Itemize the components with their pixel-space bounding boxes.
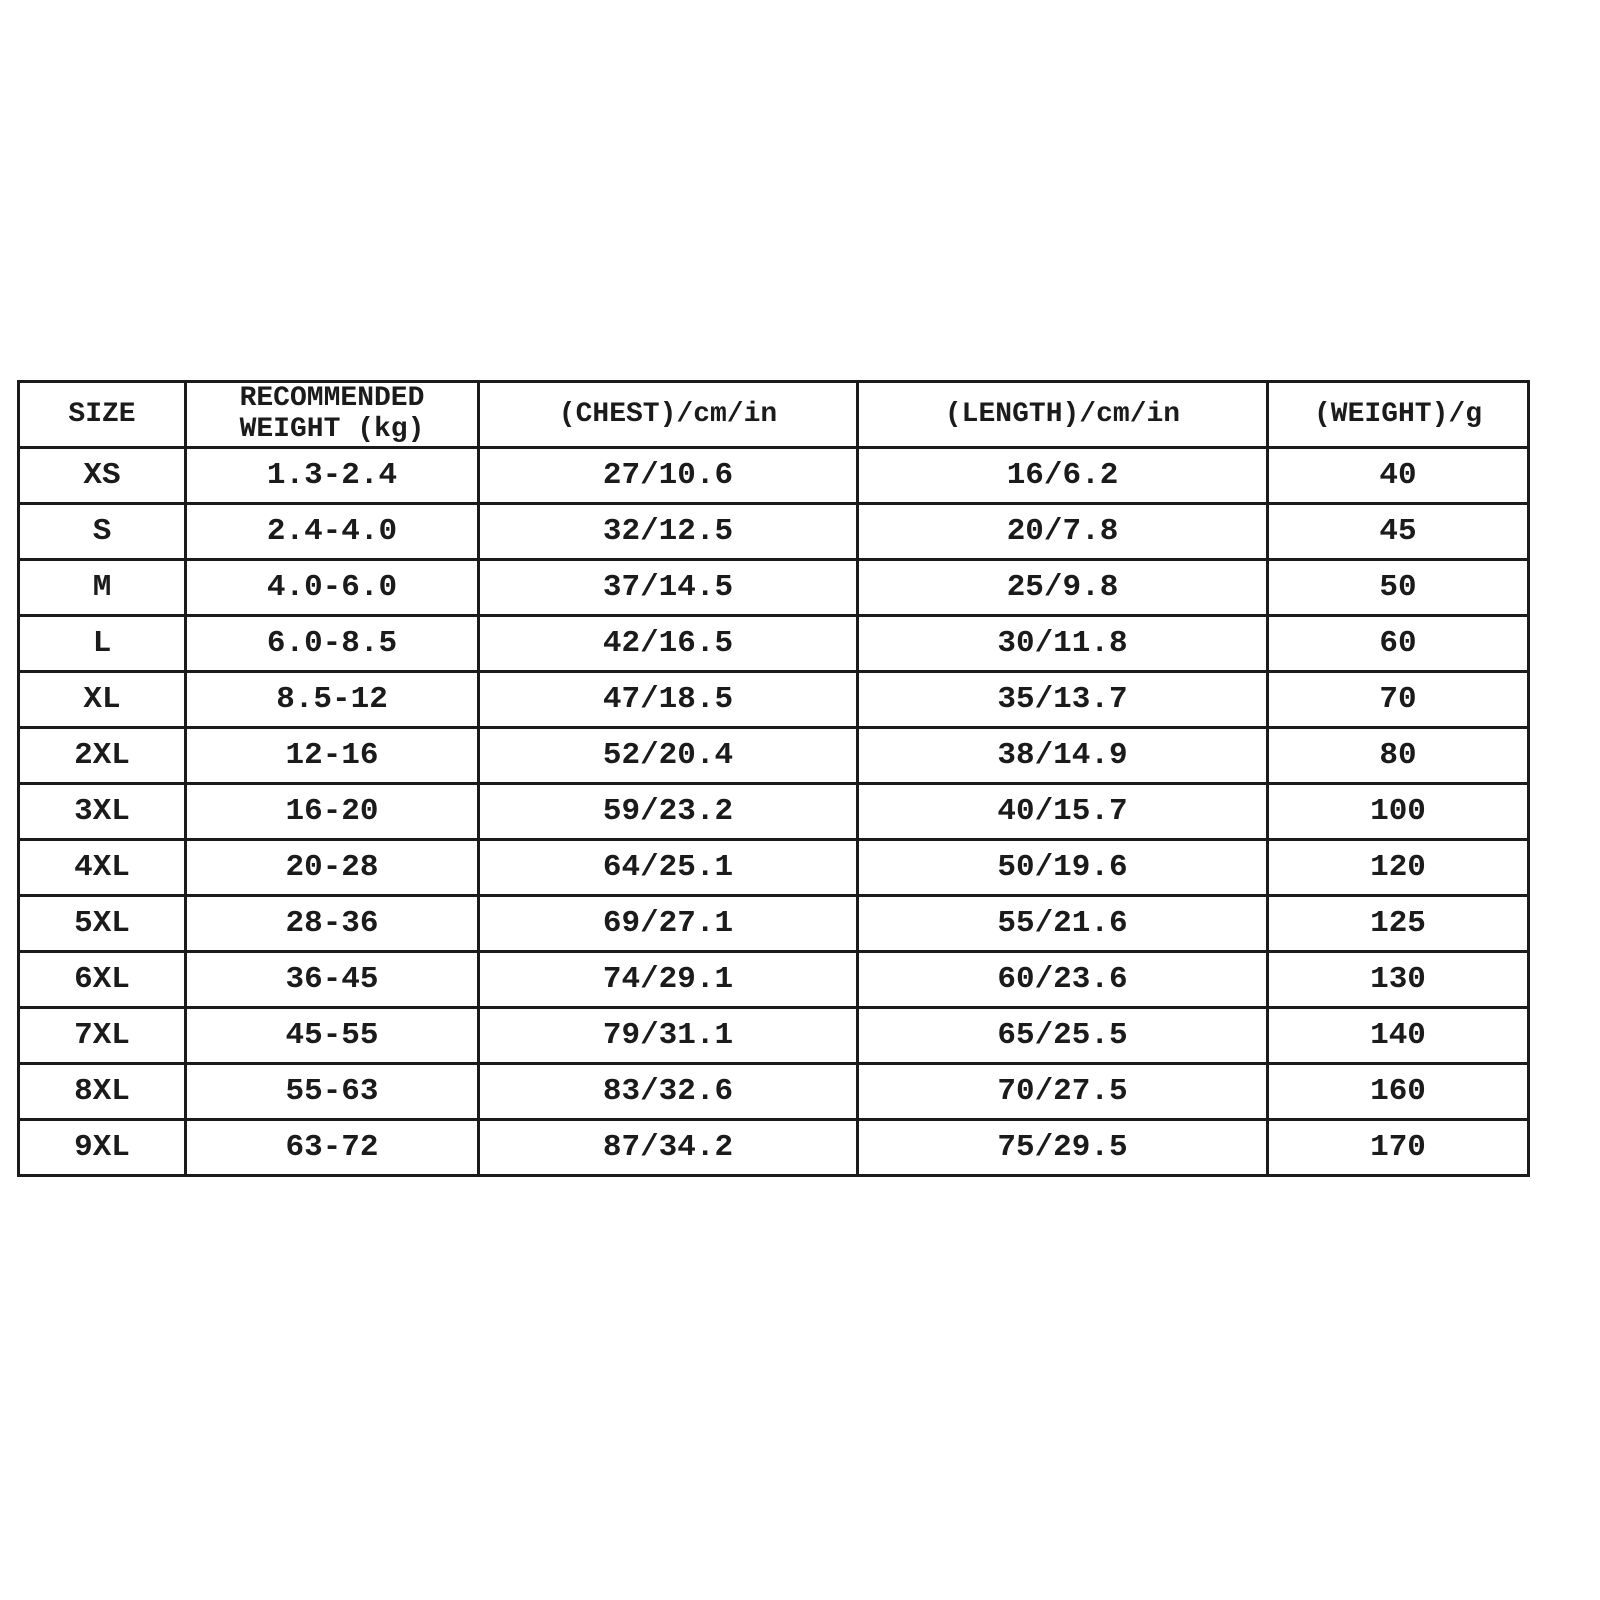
chest-value-cell: 27/10.6 — [479, 447, 858, 503]
weight-value-cell: 170 — [1268, 1119, 1529, 1175]
table-row — [19, 951, 1529, 1007]
table-body — [19, 447, 1529, 1175]
size-label-cell: 8XL — [19, 1063, 186, 1119]
column-header-chest: (CHEST)/cm/in — [479, 382, 858, 448]
length-value-cell: 60/23.6 — [858, 951, 1268, 1007]
recommended-weight-value-cell: 20-28 — [186, 839, 479, 895]
column-header-recommended-weight: RECOMMENDED WEIGHT (kg) — [186, 382, 479, 448]
table-row — [19, 727, 1529, 783]
length-value-cell: 30/11.8 — [858, 615, 1268, 671]
chest-value-cell: 79/31.1 — [479, 1007, 858, 1063]
chest-value-cell: 32/12.5 — [479, 503, 858, 559]
length-value-cell: 25/9.8 — [858, 559, 1268, 615]
chest-value-cell: 74/29.1 — [479, 951, 858, 1007]
length-value-cell: 20/7.8 — [858, 503, 1268, 559]
chest-value-cell: 37/14.5 — [479, 559, 858, 615]
chest-value-cell: 47/18.5 — [479, 671, 858, 727]
size-label-cell: L — [19, 615, 186, 671]
header-row — [19, 382, 1529, 448]
weight-value-cell: 140 — [1268, 1007, 1529, 1063]
weight-value-cell: 120 — [1268, 839, 1529, 895]
recommended-weight-value-cell: 45-55 — [186, 1007, 479, 1063]
recommended-weight-value-cell: 1.3-2.4 — [186, 447, 479, 503]
weight-value-cell: 125 — [1268, 895, 1529, 951]
chest-value-cell: 52/20.4 — [479, 727, 858, 783]
length-value-cell: 35/13.7 — [858, 671, 1268, 727]
size-label-cell: M — [19, 559, 186, 615]
weight-value-cell: 40 — [1268, 447, 1529, 503]
length-value-cell: 40/15.7 — [858, 783, 1268, 839]
size-label-cell: 6XL — [19, 951, 186, 1007]
size-label-cell: 9XL — [19, 1119, 186, 1175]
column-header-length: (LENGTH)/cm/in — [858, 382, 1268, 448]
length-value-cell: 55/21.6 — [858, 895, 1268, 951]
weight-value-cell: 45 — [1268, 503, 1529, 559]
size-label-cell: 5XL — [19, 895, 186, 951]
table-row — [19, 783, 1529, 839]
size-label-cell: 3XL — [19, 783, 186, 839]
table-row — [19, 447, 1529, 503]
length-value-cell: 38/14.9 — [858, 727, 1268, 783]
table-row — [19, 559, 1529, 615]
column-header-weight: (WEIGHT)/g — [1268, 382, 1529, 448]
table-row — [19, 503, 1529, 559]
recommended-weight-value-cell: 12-16 — [186, 727, 479, 783]
table-row — [19, 1007, 1529, 1063]
weight-value-cell: 60 — [1268, 615, 1529, 671]
table-row — [19, 615, 1529, 671]
length-value-cell: 50/19.6 — [858, 839, 1268, 895]
recommended-weight-value-cell: 36-45 — [186, 951, 479, 1007]
length-value-cell: 70/27.5 — [858, 1063, 1268, 1119]
table-row — [19, 1119, 1529, 1175]
size-label-cell: S — [19, 503, 186, 559]
chest-value-cell: 87/34.2 — [479, 1119, 858, 1175]
chest-value-cell: 83/32.6 — [479, 1063, 858, 1119]
table-row — [19, 895, 1529, 951]
table-row — [19, 671, 1529, 727]
recommended-weight-value-cell: 2.4-4.0 — [186, 503, 479, 559]
size-label-cell: 4XL — [19, 839, 186, 895]
weight-value-cell: 80 — [1268, 727, 1529, 783]
recommended-weight-value-cell: 6.0-8.5 — [186, 615, 479, 671]
column-header-size: SIZE — [19, 382, 186, 448]
recommended-weight-value-cell: 63-72 — [186, 1119, 479, 1175]
chest-value-cell: 42/16.5 — [479, 615, 858, 671]
chest-value-cell: 59/23.2 — [479, 783, 858, 839]
recommended-weight-value-cell: 55-63 — [186, 1063, 479, 1119]
table-row — [19, 1063, 1529, 1119]
length-value-cell: 65/25.5 — [858, 1007, 1268, 1063]
length-value-cell: 16/6.2 — [858, 447, 1268, 503]
weight-value-cell: 50 — [1268, 559, 1529, 615]
weight-value-cell: 160 — [1268, 1063, 1529, 1119]
size-label-cell: XS — [19, 447, 186, 503]
length-value-cell: 75/29.5 — [858, 1119, 1268, 1175]
table-row — [19, 839, 1529, 895]
chest-value-cell: 64/25.1 — [479, 839, 858, 895]
size-chart-table — [17, 380, 1530, 1177]
weight-value-cell: 130 — [1268, 951, 1529, 1007]
size-label-cell: XL — [19, 671, 186, 727]
chest-value-cell: 69/27.1 — [479, 895, 858, 951]
weight-value-cell: 100 — [1268, 783, 1529, 839]
recommended-weight-value-cell: 8.5-12 — [186, 671, 479, 727]
recommended-weight-value-cell: 16-20 — [186, 783, 479, 839]
recommended-weight-value-cell: 28-36 — [186, 895, 479, 951]
size-label-cell: 7XL — [19, 1007, 186, 1063]
size-label-cell: 2XL — [19, 727, 186, 783]
recommended-weight-value-cell: 4.0-6.0 — [186, 559, 479, 615]
weight-value-cell: 70 — [1268, 671, 1529, 727]
